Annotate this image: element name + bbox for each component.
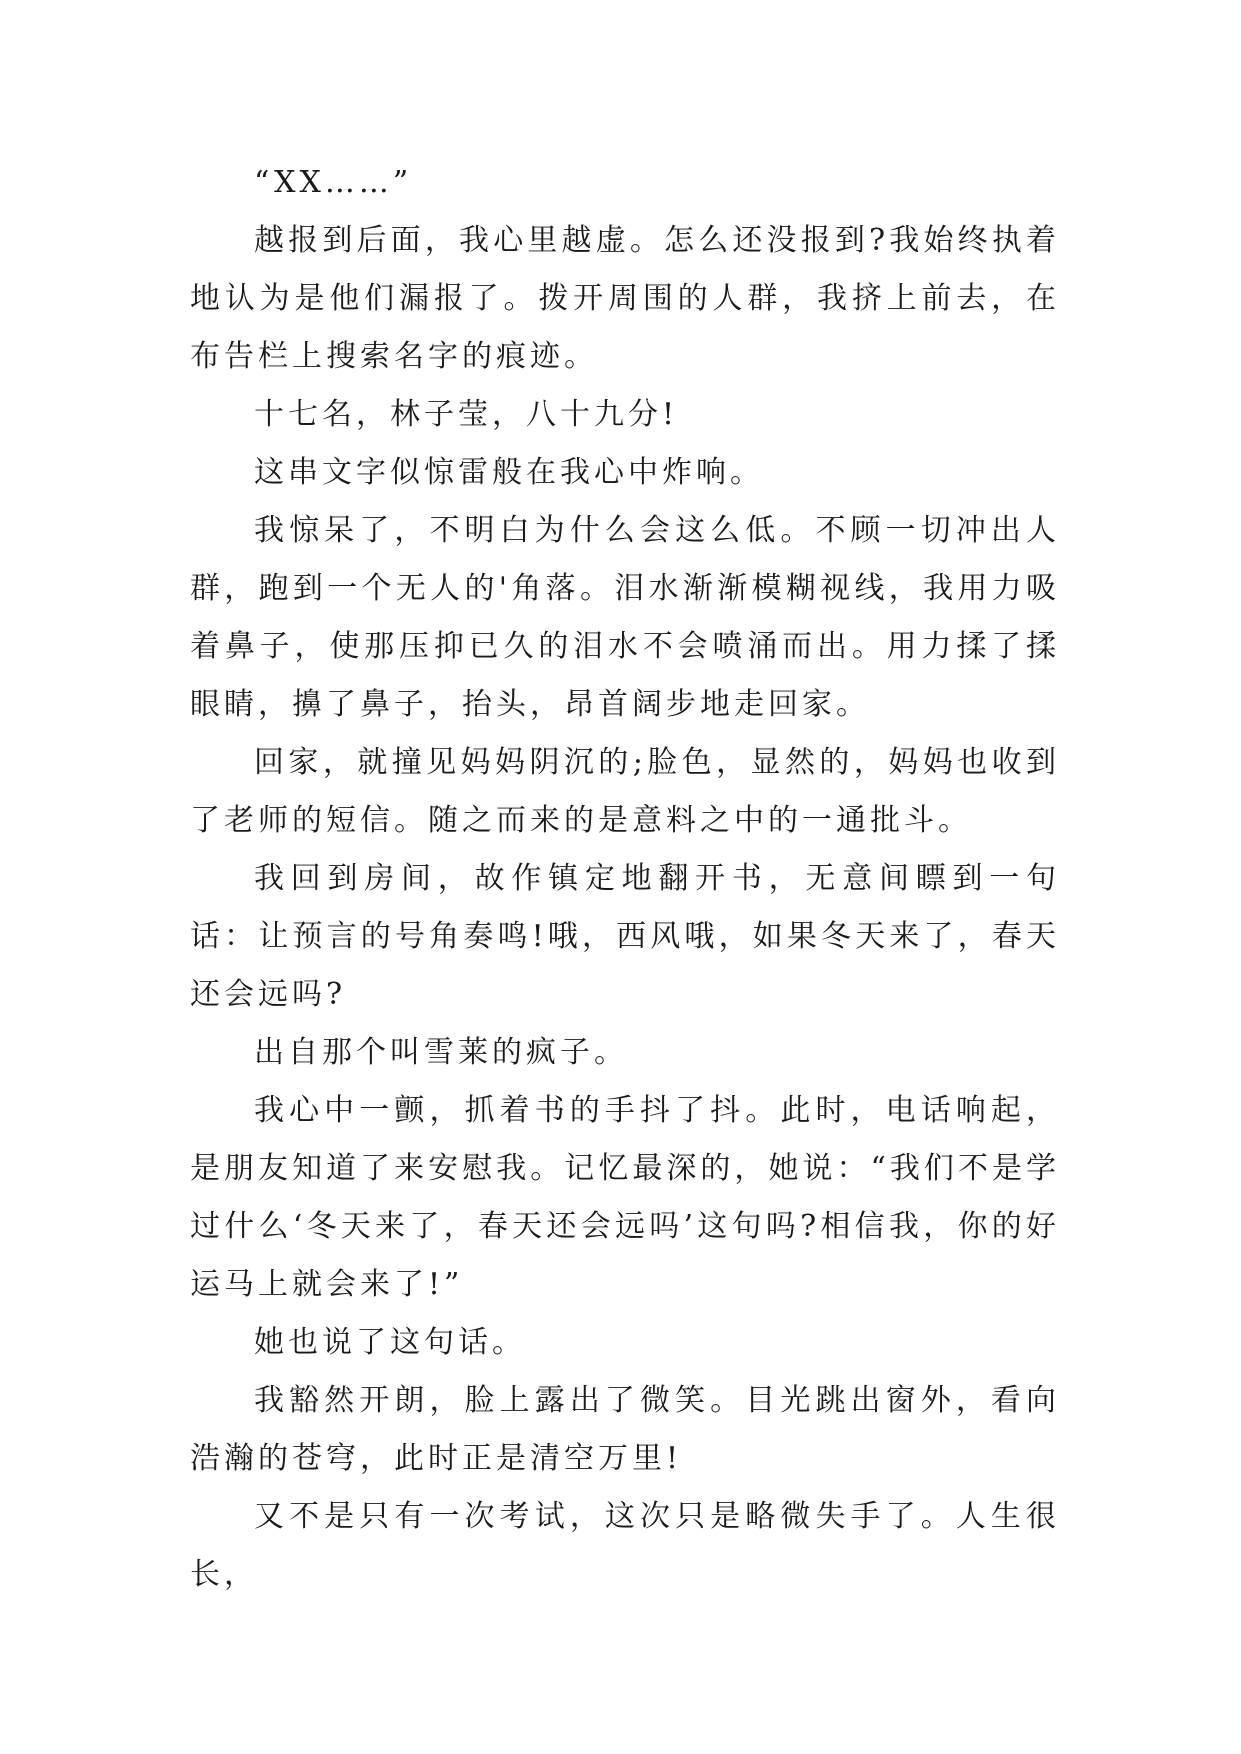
paragraph: 越报到后面，我心里越虚。怎么还没报到?我始终执着地认为是他们漏报了。拨开周围的人群，我挤上前去，在布告栏上搜索名字的痕迹。 [190,223,1060,374]
paragraph: 这串文字似惊雷般在我心中炸响。 [254,455,764,490]
document-body [190,154,1060,1604]
paragraph: 十七名，林子莹，八十九分! [254,397,679,432]
paragraph: 回家，就撞见妈妈阴沉的;脸色，显然的，妈妈也收到了老师的短信。随之而来的是意料之中的一通批斗。 [190,745,1060,838]
paragraph: 她也说了这句话。 [254,1325,526,1360]
paragraph: 我心中一颤，抓着书的手抖了抖。此时，电话响起，是朋友知道了来安慰我。记忆最深的，她说：“我们不是学过什么‘冬天来了，春天还会远吗’这句吗?相信我，你的好运马上就会来了!” [190,1093,1060,1302]
paragraph: “XX……” [254,165,413,200]
paragraph: 出自那个叫雪莱的疯子。 [254,1035,628,1070]
paragraph: 我豁然开朗，脸上露出了微笑。目光跳出窗外，看向浩瀚的苍穹，此时正是清空万里! [190,1383,1060,1476]
paragraph: 又不是只有一次考试，这次只是略微失手了。人生很长， [190,1499,1060,1592]
paragraph: 我惊呆了，不明白为什么会这么低。不顾一切冲出人群，跑到一个无人的'角落。泪水渐渐模糊视线，我用力吸着鼻子，使那压抑已久的泪水不会喷涌而出。用力揉了揉眼睛，擤了鼻子，抬头，昂首阔步地走回家。 [190,513,1060,722]
paragraph: 我回到房间，故作镇定地翻开书，无意间瞟到一句话：让预言的号角奏鸣!哦，西风哦，如果冬天来了，春天还会远吗? [190,861,1060,1012]
